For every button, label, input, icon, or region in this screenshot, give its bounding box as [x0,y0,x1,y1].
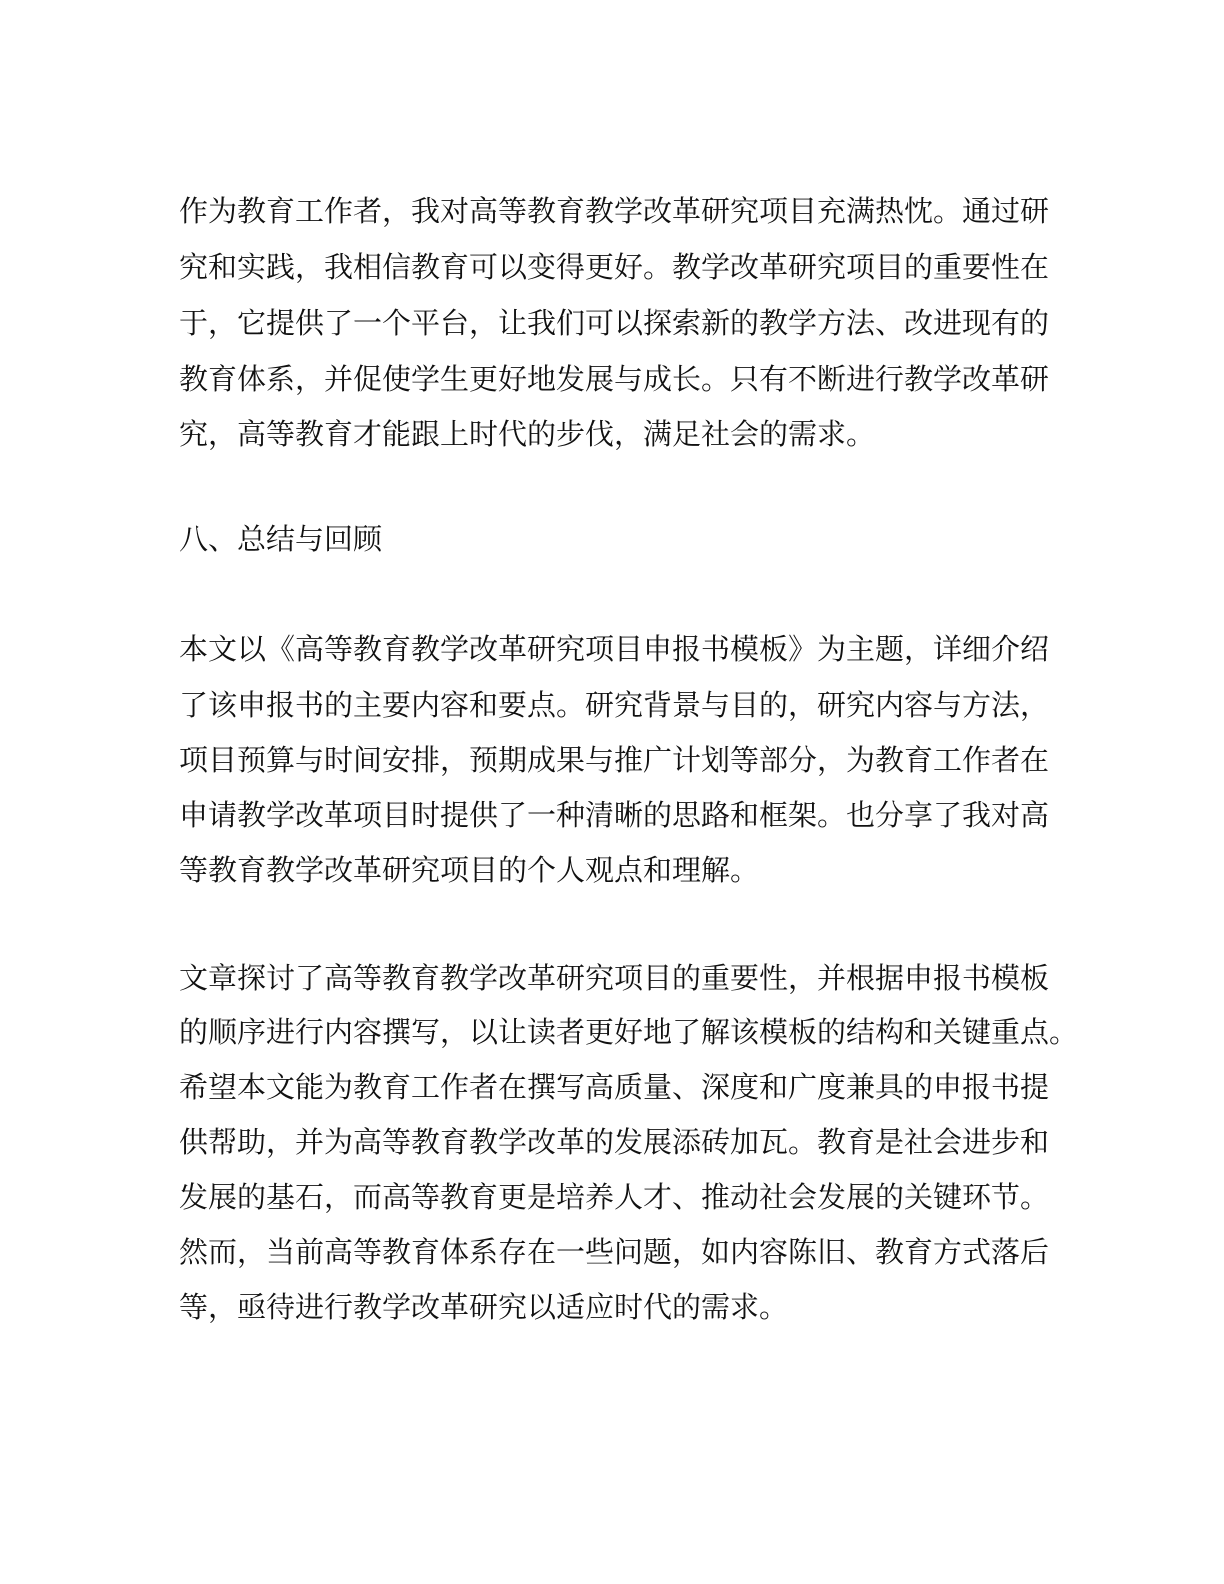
paragraph-line: 项目预算与时间安排，预期成果与推广计划等部分，为教育工作者在 [179,743,1050,777]
paragraph-line: 文章探讨了高等教育教学改革研究项目的重要性，并根据申报书模板 [179,961,1050,995]
paragraph-line: 究，高等教育才能跟上时代的步伐，满足社会的需求。 [179,417,876,451]
paragraph-line: 然而，当前高等教育体系存在一些问题，如内容陈旧、教育方式落后 [179,1235,1050,1269]
paragraph-line: 希望本文能为教育工作者在撰写高质量、深度和广度兼具的申报书提 [179,1070,1050,1104]
paragraph-line: 等教育教学改革研究项目的个人观点和理解。 [179,853,760,887]
paragraph-line: 教育体系，并促使学生更好地发展与成长。只有不断进行教学改革研 [179,362,1050,396]
paragraph-line: 本文以《高等教育教学改革研究项目申报书模板》为主题，详细介绍 [179,632,1050,666]
paragraph-line: 等，亟待进行教学改革研究以适应时代的需求。 [179,1290,789,1324]
paragraph-line: 究和实践，我相信教育可以变得更好。教学改革研究项目的重要性在 [179,250,1050,284]
paragraph-line: 作为教育工作者，我对高等教育教学改革研究项目充满热忱。通过研 [179,194,1050,228]
section-heading: 八、总结与回顾 [179,522,383,556]
paragraph-line: 了该申报书的主要内容和要点。研究背景与目的，研究内容与方法， [179,688,1050,722]
paragraph-line: 发展的基石，而高等教育更是培养人才、推动社会发展的关键环节。 [179,1180,1050,1214]
paragraph-line: 申请教学改革项目时提供了一种清晰的思路和框架。也分享了我对高 [179,798,1050,832]
paragraph-line: 于，它提供了一个平台，让我们可以探索新的教学方法、改进现有的 [179,306,1050,340]
paragraph-line: 供帮助，并为高等教育教学改革的发展添砖加瓦。教育是社会进步和 [179,1125,1050,1159]
paragraph-line: 的顺序进行内容撰写，以让读者更好地了解该模板的结构和关键重点。 [179,1015,1079,1049]
